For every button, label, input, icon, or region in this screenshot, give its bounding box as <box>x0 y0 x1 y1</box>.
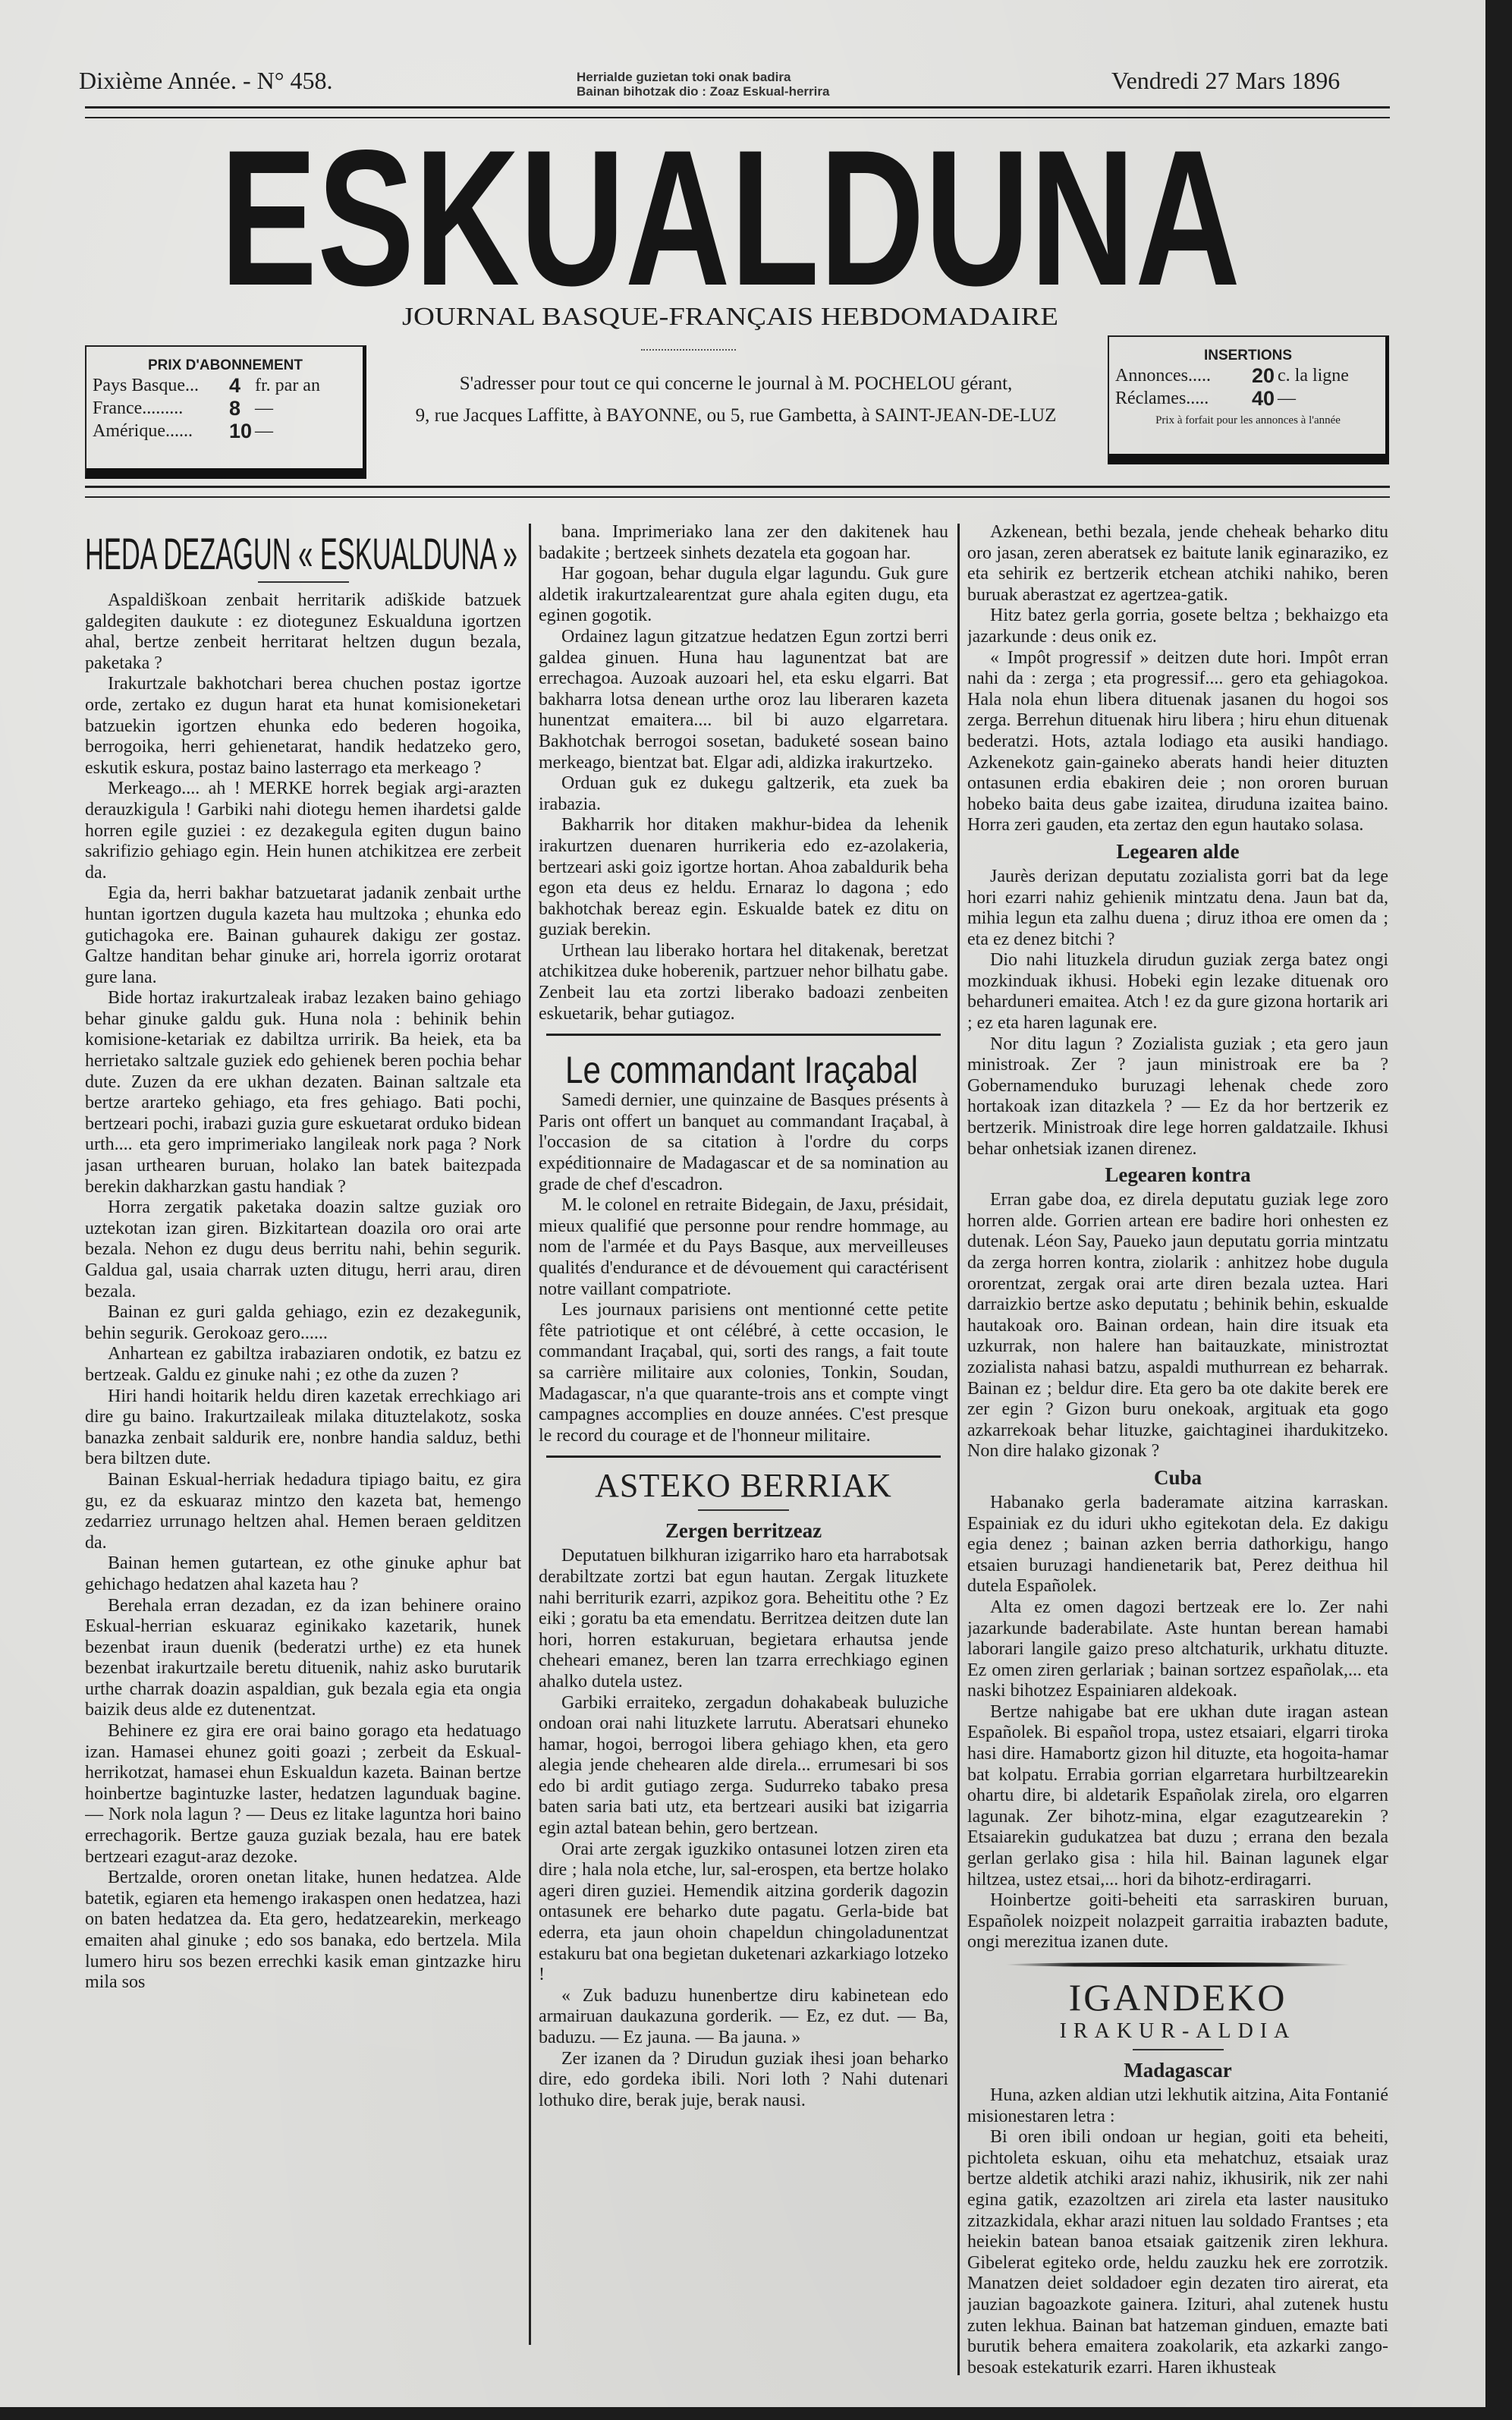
price-value: 20 <box>1252 364 1275 387</box>
paragraph: Garbiki erraiteko, zergadun dohakabeak buluziche ondoan orai nahi lituzkete larrutu. Aberatsari ehuneko hamar, hogoi, berrogoi libera gehiago khen, eta gero alegia jende chehearen alde direla... errumesari bi sos edo bi ardit gutiago zerga. Sudurreko tabako presa baten saria bati utz, eta bertzeari ausiki bat izigarria egin aztal batean behin, gero bertzean. <box>539 1692 948 1839</box>
article-continuation <box>967 522 1388 836</box>
paragraph: Azkenean, bethi bezala, jende cheheak beharko ditu oro jasan, zeren aberatsek ez baitute lanik eginaraziko, ez eta sehirik ez bertzerik etchean atchiki nahiko, beren buruak aberastzat ez agertzea-gatik. <box>967 522 1388 605</box>
price-label: Pays Basque... <box>93 376 199 395</box>
price-row <box>93 420 358 442</box>
column-1 <box>85 522 521 2396</box>
paragraph: Anhartean ez gabiltza irabaziaren ondotik, ez batzu ez bertzeak. Galdu ez ginuke nahi ; ez othe da zuzen ? <box>85 1344 521 1385</box>
paragraph: Zer izanen da ? Dirudun guziak ihesi joan beharko dire, edo gordeka ibili. Nori loth ? Nahi dutenari lothuko dire, berak juje, berak nausi. <box>539 2048 948 2110</box>
article-body <box>539 1546 948 2111</box>
section-heading: IGANDEKO <box>1068 1976 1287 2019</box>
column-3 <box>967 522 1388 2396</box>
paragraph: Orduan guk ez dukegu galtzerik, eta zuek ba irabazia. <box>539 773 948 814</box>
header-double-rule <box>85 486 1390 498</box>
price-label: Amérique...... <box>93 421 193 441</box>
paragraph: Dio nahi lituzkela dirudun guziak zerga batez ongi mozkinduak ikhusi. Hobeki egin lezake dituenak oro beharduneri emaitea. Atch ! ez da gure gizona hortarik ari ; ez eta haren lagunak ere. <box>967 950 1388 1034</box>
article-subheading: Legearen alde <box>1116 839 1240 863</box>
price-label: Annonces..... <box>1115 366 1211 386</box>
price-value: 4 <box>229 374 241 397</box>
price-rows <box>1115 364 1381 410</box>
price-value: 40 <box>1252 387 1275 410</box>
paragraph: Egia da, herri bakhar batzuetarat jadanik zenbait urthe huntan igortzen dugula kazeta hau multzoka ; ehunka edo gutichagoka ere. Bainan guhaurek dakigu zer gostaz. Galtze handitan behar ginuke ari, horrela igorriz orotarat gure lana. <box>85 883 521 987</box>
paragraph: Hiri handi hoitarik heldu diren kazetak errechkiago ari dire gu baino. Irakurtzaileak milaka dituztelakotz, soska banazka zenbait saldurik ere, nonbre handia salduz, bethi bera biltzen dute. <box>85 1386 521 1469</box>
paragraph: Jaurès derizan deputatu zozialista gorri bat da lege hori ezarri nahiz gehienik mintzatu dena. Jaun bat da, mihia legun eta zalhu duena ; diruz ithoa ere omen da ; eta ez denez bitchi ? <box>967 866 1388 949</box>
masthead-title <box>220 129 1252 292</box>
article-body <box>967 867 1388 1160</box>
divider <box>1133 2049 1224 2050</box>
price-unit: — <box>255 421 273 441</box>
article-heading-text: Le commandant Iraçabal <box>565 1049 918 1091</box>
price-value: 8 <box>229 397 241 420</box>
paragraph: Har gogoan, behar dugula elgar lagundu. Guk gure aldetik irakurtzalearentzat gure ahala egiten dugu, eta eginen gogotik. <box>539 564 948 626</box>
divider <box>546 1455 941 1458</box>
price-unit: — <box>1278 389 1296 408</box>
price-label: France......... <box>93 398 184 418</box>
paragraph: Orai arte zergak iguzkiko ontasunei lotzen ziren eta dire ; hala nola etche, lur, sal-erospen, eta bertze holako ageri diren guziei. Hemendik aitzina gorderik dagozin ontasunek ere beharko dute pagatu. Gerla-bide bat ederra, eta jaun ohoin chapeldun chingoladunentzat estakuru bat ona begietan duketenari azkarkiago lotzeko ! <box>539 1839 948 1985</box>
paragraph: Samedi dernier, une quinzaine de Basques présents à Paris ont offert un banquet au commandant Iraçabal, à l'occasion de sa citation à l'ordre du corps expéditionnaire de Madagascar et de sa nomination au grade de chef d'escadron. <box>539 1090 948 1194</box>
paragraph: Bertzalde, ororen onetan litake, hunen hedatzea. Alde batetik, egiaren eta hemengo irakaspen onen hedatzea, hazi on baten hedatzea da. Eta gero, hedatzearekin, merkeago emaiten ahal ginuke ; edo sos banaka, edo bertzela. Mila lumero hiru sos bezen errechki kasik eman gintzazke hiru mila sos <box>85 1868 521 1993</box>
divider <box>258 581 349 583</box>
paragraph: Merkeago.... ah ! MERKE horrek begiak argi-arazten derauzkigula ! Garbiki nahi diotegu hemen ihardetsi galde horren egile guziei : ez dezakegula egiten dugun baino sakrifizio gehiago egin. Hein hunen atchikitzea ere zerbeit da. <box>85 779 521 883</box>
column-2 <box>539 522 948 2396</box>
top-double-rule <box>85 106 1390 118</box>
issue-date: Vendredi 27 Mars 1896 <box>1111 67 1341 94</box>
subscription-prices-box <box>85 345 366 479</box>
price-row <box>93 374 358 397</box>
masthead-title-text: ESKUALDUNA <box>220 129 1240 292</box>
price-row <box>93 397 358 420</box>
price-unit: c. la ligne <box>1278 366 1349 386</box>
paragraph: Irakurtzale bakhotchari berea chuchen postaz igortze orde, zertako ez dugun harat eta hunat komisioneketari batzuekin igortzen ehunka edo bederen hogoika, berrogoika, herri gehienetarat, handik hedatzeko gero, eskutik eskura, postaz baino lasterrago eta merkeago ? <box>85 674 521 778</box>
article-continuation <box>539 522 948 1024</box>
paragraph: « Impôt progressif » deitzen dute hori. Impôt erran nahi da : zerga ; eta progressif.... gero eta gehiagokoa. Hala nola ehun libera dituenak jasanen du hogoi sos zerga. Berrehun dituenak hiru libera ; hiru ehun dituenak bederatzi. Hots, aztala lodiago eta ausiki handiago. Azkenekotz gain-gaineko aberats handi heier dituzten ontasunen erdia ebakiren deie ; non ororen buruan hobeko baita deus gabe izaitea, diruduna izaitea baino. Horra zeri gauden, eta zertaz den egun hautako solasa. <box>967 647 1388 836</box>
paragraph: Bakharrik hor ditaken makhur-bidea da lehenik irakurtzen duenaren hurrikeria edo ez-azolakeria, bertzeari aski goiz igortze hortan. Ahoa zabaldurik beha egon eta deus ez heldu. Ernaraz lo dagona ; edo bakhotchak bereaz egin. Eskualde batek ez ditu on guziak berekin. <box>539 815 948 940</box>
paragraph: Nor ditu lagun ? Zozialista guziak ; eta gero jaun ministroak. Zer ? jaun ministroak ere ba ? Gobernamenduko buruzagi lehenak chede zoro hortakoak izan ditazkela ? — Ez da hor bertzerik ez bertzerik. Ministroak dire lege horren galdatzaile. Ikhusi behar onhetsiak izanen direnez. <box>967 1034 1388 1159</box>
article-body <box>967 2085 1388 2378</box>
paragraph: Hoinbertze goiti-beheiti eta sarraskiren buruan, Españolek noizpeit nolazpeit garraitia irabazten badute, ongi merezitua izanen dute. <box>967 1890 1388 1953</box>
divider <box>698 1509 789 1511</box>
price-unit: — <box>255 398 273 418</box>
article-subheading: Zergen berritzeaz <box>665 1519 822 1543</box>
subscription-title: PRIX D'ABONNEMENT <box>147 357 303 373</box>
ornament-divider <box>1005 1962 1350 1967</box>
paragraph: Bi oren ibili ondoan ur hegian, goiti eta beheiti, pichtoleta eskuan, oihu eta mehatchuz, etsaiak uraz bertze aldetik atchiki arazi nahiz, ikhusirik, nik zer nahi egina gatik, ezazoltzen ari zirela eta laster nausituko zitzazkidala, ekhar arazi nituen lau soldado Frantses ; eta heiekin batean banoa etsaiak gaitzenik ziren lekhura. Gibelerat egiteko orde, heldu zauzku hek ere zorrotzik. Manatzen deiet soldadoer egin dezaten tiro airerat, eta jauzian bagoazkote gainera. Izituri, ahal zutenek hustu zuten lekhua. Bainan bat hatzeman ginduen, emazte bati burutik behera emaitera zoakolarik, eta azkarki zango-besoak estekaturik ezarri. Haren ikhusteak <box>967 2127 1388 2378</box>
article-heading <box>565 1045 922 1090</box>
issue-number: Dixième Année. - N° 458. <box>79 67 333 94</box>
paragraph: Erran gabe doa, ez direla deputatu guziak lege zoro horren alde. Gorrien artean ere badire hori onhesten ez dutenak. Léon Say, Paueko jaun deputatu gorria mintzatu da zerga horren kontra, ziolarik : anhitzez hobe dugula ororentzat, zergak orai arte diren bezala uztea. Hari darraizkio bertze asko deputatu ; behinik behin, eskualde hautakoak oro. Bainan ordean, hain dire itsuak eta uzkurrak, non halere han baitauzkate, ministroztat zozialista nahasi batzu, aspaldi muthurrean ez beharrak. Bainan ez ; beldur dire. Eta gero ba ote dakite berek ere zer egin ? Gizon buru onekoak, argituak eta gogo azkarrekoak behar lituzke, gaichtaginei ihardukitzeko. Non dire halako gizonak ? <box>967 1190 1388 1462</box>
article-body <box>539 1090 948 1446</box>
article-body <box>85 590 521 1994</box>
paragraph: M. le colonel en retraite Bidegain, de Jaxu, présidait, mieux qualifié que personne pour rendre hommage, au nom de l'armée et du Pays Basque, aux merveilleuses qualités d'endurance et de dévouement qui caractérisent notre vaillant compatriote. <box>539 1195 948 1299</box>
paragraph: Huna, azken aldian utzi lekhutik aitzina, Aita Fontanié misionestaren letra : <box>967 2085 1388 2126</box>
article-subheading: Legearen kontra <box>1105 1163 1251 1187</box>
paragraph: Urthean lau liberako hortara hel ditakenak, beretzat atchikitzea duke hoberenik, partzuer nehor bilhatu gabe. Zenbeit lau eta zortzi liberako badoazi zenbeiten eskuetarik, behar gutiagoz. <box>539 940 948 1024</box>
article-body <box>967 1493 1388 1953</box>
paragraph: Deputatuen bilkhuran izigarriko haro eta harrabotsak derabiltzate zortzi bat egun hautan. Zergak lituzkete nahi berriturik ezarri, azpikoz gora. Beheititu othe ? Ez eiki ; goratu ba eta emendatu. Berritzea deitzen dute lan hori, horren estakuruan, begietara erhautsa jende cheheari emanez, beren lan tzarra errechkiago eginen ahalko dutela ustez. <box>539 1546 948 1691</box>
price-label: Réclames..... <box>1115 389 1209 408</box>
motto-line-1: Herrialde guzietan toki onak badira <box>577 70 791 84</box>
section-subheading: IRAKUR-ALDIA <box>1059 2019 1297 2043</box>
column-divider <box>957 524 960 2375</box>
price-row <box>1115 387 1381 410</box>
article-heading <box>85 522 521 577</box>
paragraph: Aspaldiškoan zenbait herritarik adiškide batzuek galdegiten daukute : ez diotegunez Eskualduna igortzen ahal, bertze zenbeit herritarat heltzen dugun bezala, paketaka ? <box>85 590 521 673</box>
paragraph: Habanako gerla baderamate aitzina karraskan. Espainiak ez du iduri ukho egitekotan dela. Ez dakigu egia denez ; bainan azken berria dathorkigu, hango etsaien buruzagi handienetarik bat, Perez deithua hil dutela Españolek. <box>967 1492 1388 1597</box>
masthead-subtitle-text: JOURNAL BASQUE-FRANÇAIS HEBDOMADAIRE <box>402 303 1058 331</box>
article-subheading: Cuba <box>1153 1465 1202 1489</box>
motto <box>577 70 829 99</box>
article-heading-text: HEDA DEZAGUN « ESKUALDUNA » <box>85 530 517 577</box>
paragraph: « Zuk baduzu hunenbertze diru kabinetean edo armairuan daukazuna gorderik. — Ez, ez dut. — Ba, baduzu. — Ez jauna. — Ba jauna. » <box>539 1985 948 2047</box>
paragraph: Alta ez omen dagozi bertzeak ere lo. Zer nahi jazarkunde baderabilate. Aste huntan berean hamabi laborari langile gaizo preso altchaturik, urkhatu dituzte. Ez omen ziren gerlariak ; bainan sortzez españolak,... eta naski bihotzez Espainiaren aldekoak. <box>967 1597 1388 1701</box>
paragraph: bana. Imprimeriako lana zer den dakitenek hau badakite ; bertzeek sinhets dezatela eta gogoan har. <box>539 522 948 563</box>
ornament-rule <box>641 349 736 352</box>
paragraph: Hitz batez gerla gorria, gosete beltza ; bekhaizgo eta jazarkunde : deus onik ez. <box>967 606 1388 647</box>
price-unit: fr. par an <box>255 376 320 395</box>
motto-line-2: Bainan bihotzak dio : Zoaz Eskual-herrira <box>577 84 830 99</box>
section-heading: ASTEKO BERRIAK <box>595 1467 892 1505</box>
paragraph: Bainan hemen gutartean, ez othe ginuke aphur bat gehichago hedatzen ahal kazeta hau ? <box>85 1553 521 1594</box>
paragraph: Les journaux parisiens ont mentionné cette petite fête patriotique et ont célébré, à cette occasion, le commandant Iraçabal, qui, sorti des rangs, a fait toute sa carrière militaire aux colonies, Tonkin, Soudan, Madagascar, n'a que quarante-trois ans et compte vingt campagnes accomplies en douze années. C'est presque le record du courage et de l'honneur militaire. <box>539 1300 948 1446</box>
paragraph: Horra zergatik paketaka doazin saltze guziak oro uztekotan izan giren. Bizkitartean doazila oro orai arte bezala. Nehon ez dugu deus berritu nahi, behin segurik. Galdua gal, usaia charrak uzten ditugu, herri arau, diren bezala. <box>85 1197 521 1301</box>
price-rows <box>93 374 358 442</box>
insertions-box <box>1108 335 1389 464</box>
divider <box>546 1034 941 1036</box>
paragraph: Bainan Eskual-herriak hedadura tipiago baitu, ez gira gu, ez da eskuaraz mintzo den kazeta bat, hemengo zedarriez urrunago heltzen ahal. Hemen beraen gelditzen da. <box>85 1469 521 1553</box>
paragraph: Bainan ez guri galda gehiago, ezin ez dezakegunik, behin segurik. Gerokoaz gero...... <box>85 1302 521 1343</box>
paragraph: Bide hortaz irakurtzaleak irabaz lezaken baino gehiago behar ginuke galdu guk. Huna nola : behinik behin komisione-ketariak ez dabiltza urririk. Ba heiek, eta ba herrietako saltzale guziek edo gehienek beren pochia behar dute. Zuzen da ere ukhan dezaten. Bainan saltzale eta bertze ararteko gehiago, eta fres gehiago. Bati pochi, bertzeari pochi, irabazi guzia gure eskuetarat orduko bidean urth.... eta gero imprimeriako langileak nork paga ? Nork jasan urthearen buruan, holako lan batek baitezpada berekin dakharzkan gastu handiak ? <box>85 988 521 1197</box>
article-body <box>967 1190 1388 1462</box>
price-value: 10 <box>229 420 253 442</box>
insertions-note: Prix à forfait pour les annonces à l'année <box>1155 414 1341 426</box>
article-subheading: Madagascar <box>1124 2059 1232 2082</box>
paragraph: Bertze nahigabe bat ere ukhan dute iragan astean Españolek. Bi español tropa, ustez etsaiari, elgarri tiroka hasi dire. Hamabortz gizon hil dituzte, eta hogoita-hamar bat kolpatu. Errabia gorrian elgarretara hurbiltzearekin ohartu dire, bi aldetarik Españolak zirela, oro elgarren lagunak. Zer bihotz-mina, elgar ezagutzearekin ? Etsaiarekin gudukatzea bat duzu ; errana den bezala gerlan gerlako gisa : hila hil. Bainan lagunek elgar hiltzea, ustez etsai,... hori da bihotz-erdiragarri. <box>967 1701 1388 1890</box>
address-line-2: 9, rue Jacques Laffitte, à BAYONNE, ou 5, rue Gambetta, à SAINT-JEAN-DE-LUZ <box>415 405 1057 426</box>
column-divider <box>529 524 531 2345</box>
paragraph: Ordainez lagun gitzatzue hedatzen Egun zortzi berri galdea ginuen. Huna hau lagunentzat bat are errechagoa. Auzoak auzoari hel, eta esku elgarri. Bat bakharra lotsa denean urthe oroz lau liberaren kazeta hunentzat emaitera.... bil bi auzo elgarretara. Bakhotchak berrogoi sosetan, baduketé sosean baino merkeago, bientzat bat. Elgar adi, aldizka irakurtzeko. <box>539 626 948 773</box>
insertions-title: INSERTIONS <box>1203 348 1293 363</box>
paragraph: Berehala erran dezadan, ez da izan behinere oraino Eskual-herrian eskuaraz eginikako kazetarik, hunek bezenbat iraun duenik (bederatzi urthe) ez eta hunek bezenbat irakurtzaile beretu dituenik, nahiz asko burutarik urthe charrak doazin aspaldian, guk bezala egia eta ongia baizik deus alde ez dutenentzat. <box>85 1595 521 1720</box>
price-row <box>1115 364 1381 387</box>
paragraph: Behinere ez gira ere orai baino gorago eta hedatuago izan. Hamasei ehunez goiti goazi ; zerbeit da Eskual-herrikotzat, hamasei ehun Eskualdun kazeta. Bainan bertze hoinbertze bagintuzke laster, hedatzen lagunduak bagine. — Nork nola lagun ? — Deus ez litake laguntza hori baino errechagorik. Bertze gauza guziak bezala, hau ere batek bertzeari ezagut-araz dezoke. <box>85 1721 521 1867</box>
masthead-subtitle <box>402 297 1062 331</box>
address-line-1: S'adresser pour tout ce qui concerne le journal à M. POCHELOU gérant, <box>459 373 1013 394</box>
